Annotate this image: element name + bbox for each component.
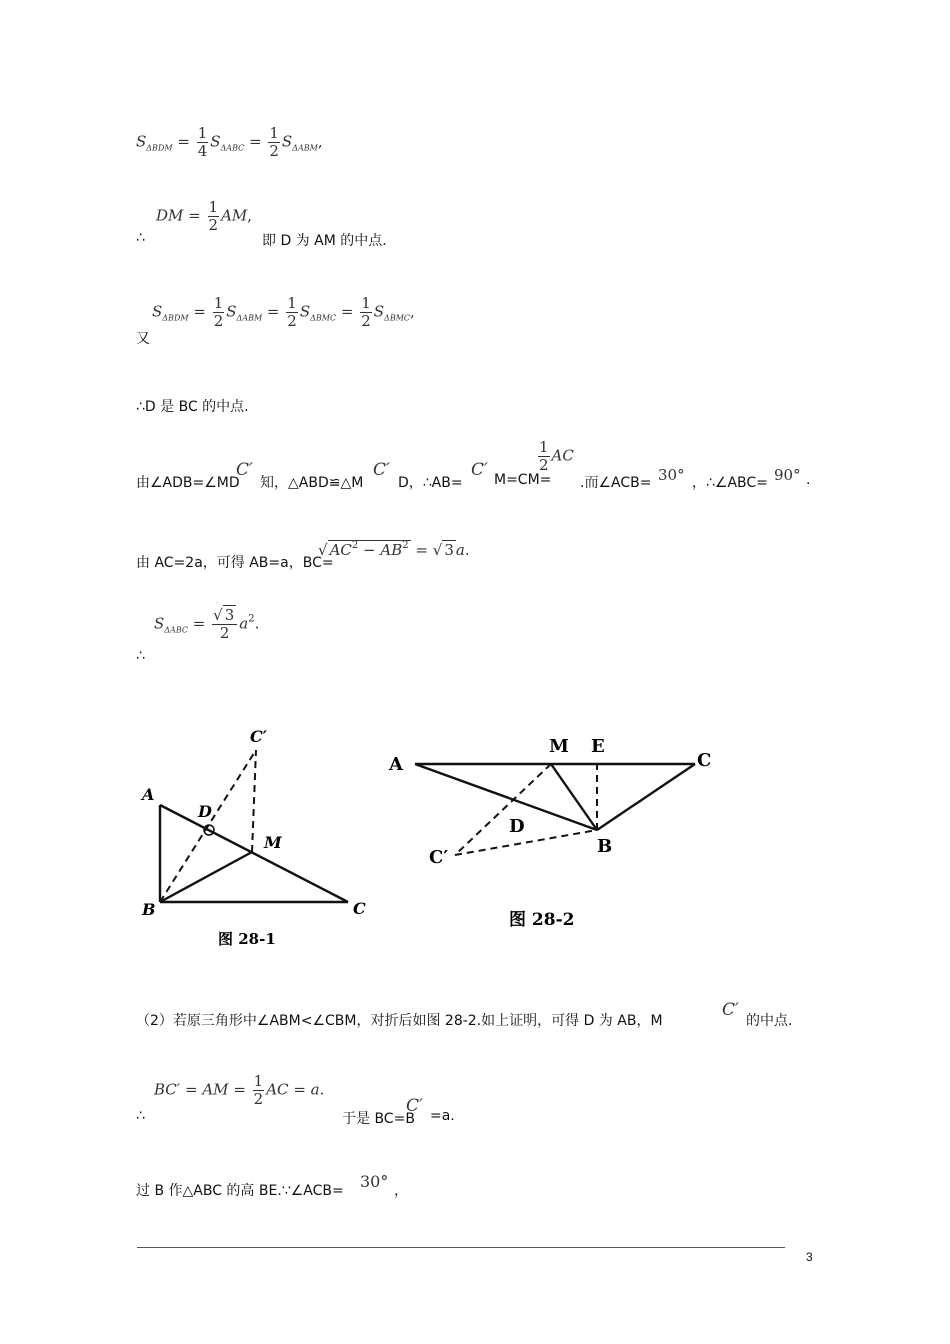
label-m: M [549, 736, 569, 757]
label-b: B [142, 900, 156, 919]
label-d: D [509, 816, 525, 837]
figure-28-1 [130, 720, 390, 960]
footer-rule [137, 1247, 785, 1248]
seg-m-cprime [455, 764, 551, 855]
figure-28-2 [385, 730, 725, 960]
label-d: D [198, 802, 212, 821]
label-e: E [591, 736, 605, 757]
caption-28-2: 图 28-2 [509, 910, 575, 930]
seg-b-cprime [160, 750, 256, 902]
label-cprime: C′ [250, 727, 267, 746]
caption-28-1: 图 28-1 [218, 930, 276, 948]
label-c: C [353, 899, 366, 918]
label-a: A [142, 785, 155, 804]
label-a: A [389, 754, 403, 775]
seg-m-cprime [252, 750, 256, 852]
seg-bc [597, 764, 695, 830]
seg-ab [415, 764, 597, 830]
label-b: B [597, 836, 613, 857]
equation-area-ratio: $S_{\Delta BDM}$ = $\frac{1}{4}$ $S_{\Delta ABC}$ = $\frac{1}{2}$ $S_{\Delta ABM}$, [136, 124, 323, 160]
label-c: C [697, 750, 712, 771]
seg-mb [551, 764, 597, 830]
label-m: M [264, 833, 282, 852]
text-d-midpoint-bc: ∴D 是 BC 的中点. [136, 399, 249, 415]
page-number: 3 [806, 1250, 813, 1264]
seg-bm [160, 852, 252, 902]
label-cprime: C′ [429, 847, 449, 868]
